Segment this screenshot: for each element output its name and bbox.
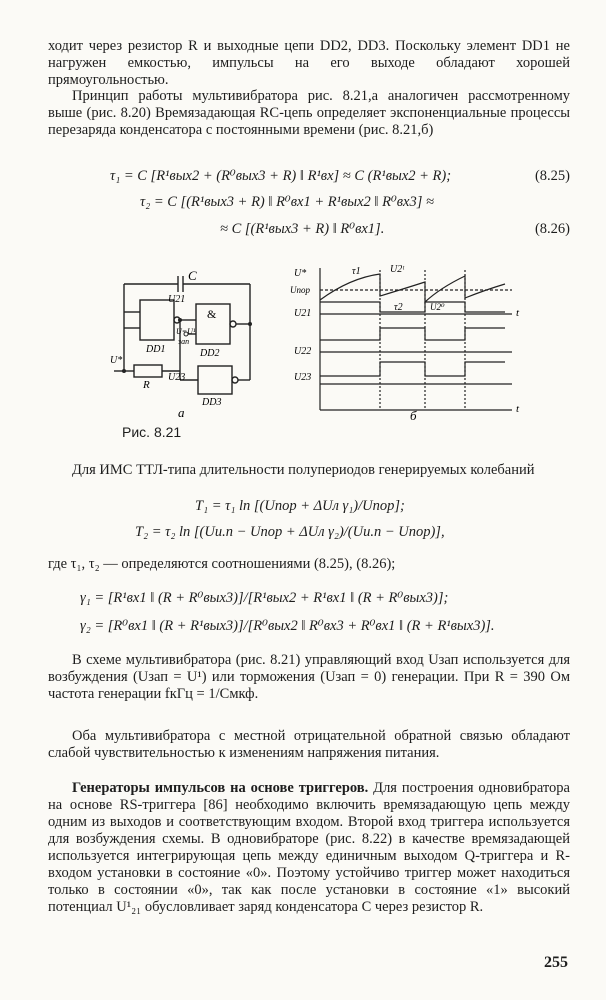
timing-diagram [290,260,530,420]
timing-u23: U23 [294,372,312,383]
paragraph-1: ходит через резистор R и выходные цепи DD2, DD3. Поскольку элемент DD1 не нагружен емкостью, импульсы на его выходе обладают хорошей прямоугольностью. [48,38,570,88]
timing-tau2: τ2 [394,302,403,313]
paragraph-2: Принцип работы мультивибратора рис. 8.21,а аналогичен рассмотренному выше (рис. 8.20) Времязадающая RC-цепь определяет экспоненциальные процессы перезаряда конденсатора с постоянными времени (рис. 8.21,б) [48,88,570,138]
timing-t-axis: t [516,307,520,319]
timing-ustar: U* [294,268,307,279]
equation-8-25 [110,168,606,185]
paragraph-3: Для ИМС ТТЛ-типа длительности полупериодов генерируемых колебаний [72,462,535,478]
timing-u2z: U2⁰ [430,302,445,312]
equation-gamma1: γ₁ = [R¹вх1 ‖ (R + R⁰вых3)]/[R¹вых2 + R¹вх1 ‖ (R + R⁰вых3)]; [80,590,449,606]
timing-t-axis-bottom: t [516,403,520,415]
paragraph-7 [48,780,570,916]
zap-label: зап [178,337,190,346]
u23-label: U23 [168,372,186,383]
r-label: R [143,379,150,391]
paragraph-4: где τ₁, τ₂ — определяются соотношениями (8.25), (8.26); [48,556,396,572]
dd3-label: DD3 [202,397,222,408]
figure-label-a: а [178,405,185,420]
dd1-label: DD1 [146,344,166,355]
ueq-label: U=U¹ [176,327,196,336]
equation-T1: T₁ = τ₁ ln [(Uпор + ΔUл γ₁)/Uпор]; [195,498,405,514]
circuit-diagram [110,262,270,422]
equation-8-26-line1: τ₂ = C [(R¹вых3 + R) ‖ R⁰вх1 + R¹вых2 ‖ R⁰вх3] ≈ [140,194,434,210]
cap-label: C [188,268,197,283]
equation-number-8-26: (8.26) [534,221,570,237]
equation-8-26-line2: ≈ C [(R¹вых3 + R) ‖ R⁰вх1]. [220,221,385,237]
figure-label-b: б [410,408,417,420]
timing-tau1: τ1 [352,266,361,277]
equation-number-8-25: (8.25) [534,168,570,184]
equation-gamma2: γ₂ = [R⁰вх1 ‖ (R + R¹вых3)]/[R⁰вых2 ‖ R⁰вх3 + R⁰вх1 ‖ (R + R¹вых3)]. [80,618,495,634]
equation-T2: T₂ = τ₂ ln [(Uи.п − Uпор + ΔUл γ₂)/(Uи.п − Uпор)], [135,524,445,540]
timing-u21: U21 [294,308,312,319]
page-number: 255 [544,954,568,971]
paragraph-5: В схеме мультивибратора (рис. 8.21) управляющий вход Uзап используется для возбуждения (Uзап = U¹) или торможения (Uзап = 0) генерации. При R = 390 Ом частота генерации fкГц = 1/Cмкф. [48,652,570,702]
section-heading: Генераторы импульсов на основе триггеров. [72,780,369,796]
timing-upor: Uпор [290,285,310,295]
uin-label: U* [110,355,123,366]
and-label: & [207,307,217,321]
paragraph-6: Оба мультивибратора с местной отрицательной обратной связью обладают слабой чувствительностью к изменениям напряжения питания. [48,728,570,761]
timing-u2t: U2ᵗ [390,264,404,275]
equation-8-25-text: τ₁ = C [R¹вых2 + (R⁰вых3 + R) ‖ R¹вх] ≈ C (R¹вых2 + R); [110,168,452,184]
dd2-label: DD2 [200,348,220,359]
paragraph-7-body: Для построения одновибратора на основе RS-триггера [86] необходимо включить времязадающую цепь между одним из выходов и соответствующим входом. Второй вход триггера используется для возбуждения схемы. В одновибраторе (рис. 8.22) в качестве времязадающей используется интегрирующая цепь между единичным выходом Q-триггера и R-входом установки в состояние «0». Поэтому устойчиво триггер может находиться только в состоянии «0», так как после установки в состояние «1» высокий потенциал U¹₂₁ обусловливает заряд конденсатора C через резистор R. [48,780,570,915]
figure-caption: Рис. 8.21 [122,424,182,440]
timing-u22: U22 [294,346,312,357]
u21-label: U21 [168,294,186,305]
